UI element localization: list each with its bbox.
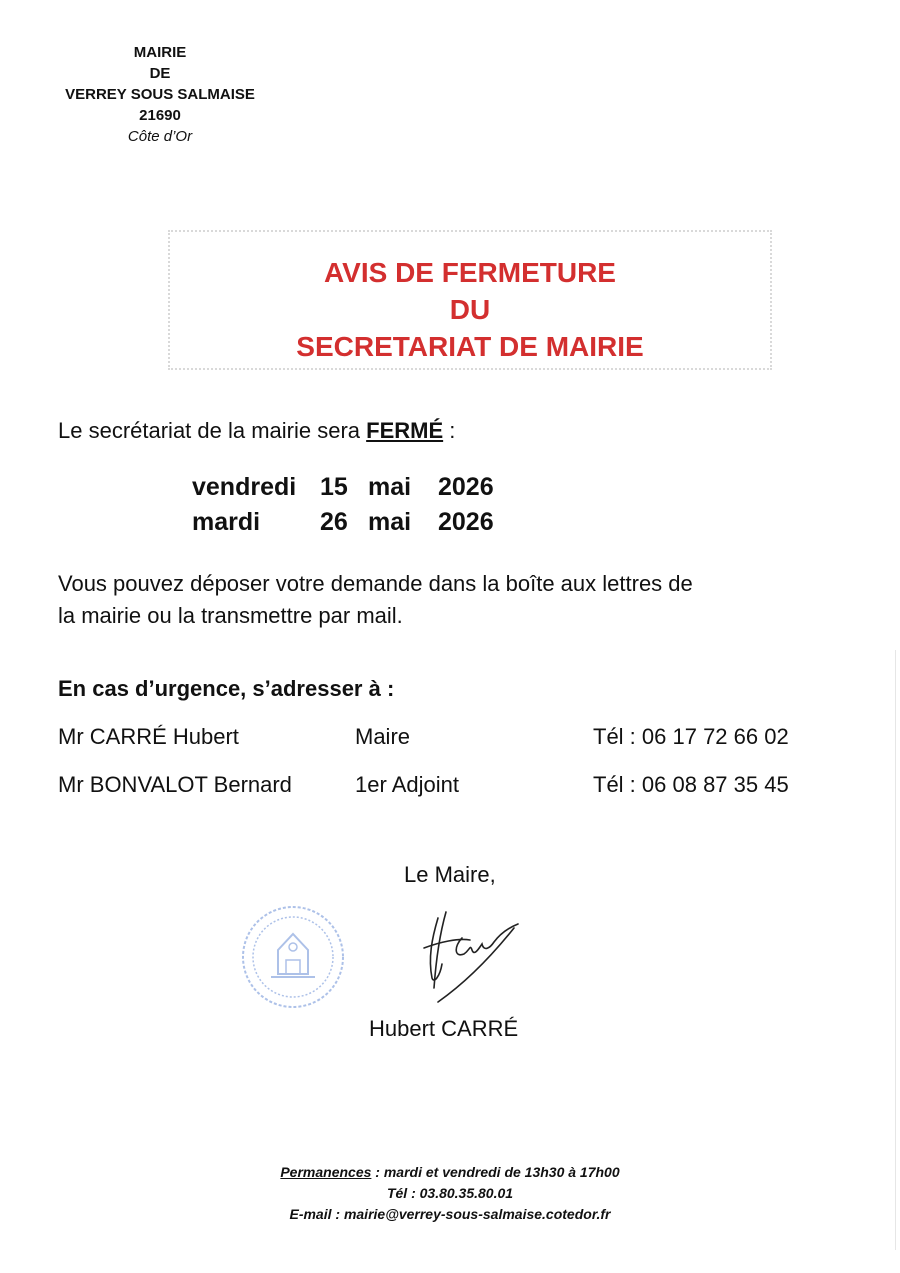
- closure-intro: [58, 418, 455, 444]
- contact-phone: Tél : 06 08 87 35 45: [593, 772, 789, 797]
- date-number: 15: [320, 473, 348, 501]
- mairie-header: [30, 42, 290, 147]
- date-month: mai: [368, 508, 412, 536]
- closed-word: FERMÉ: [366, 418, 444, 443]
- contact-name: Mr BONVALOT Bernard: [58, 772, 292, 797]
- contact-phone: Tél : 06 17 72 66 02: [593, 724, 789, 749]
- date-year: 2026: [438, 508, 494, 536]
- paragraph-line-1: Vous pouvez déposer votre demande dans la boîte aux lettres de: [58, 571, 693, 596]
- date-row: [192, 505, 494, 540]
- footer-hours-text: : mardi et vendredi de 13h30 à 17h00: [371, 1164, 620, 1180]
- date-day: vendredi: [192, 473, 297, 501]
- handwritten-signature-icon: [410, 898, 530, 1008]
- header-postcode: 21690: [139, 107, 181, 124]
- signer-name: Hubert CARRÉ: [369, 1016, 519, 1041]
- date-year: 2026: [438, 473, 494, 501]
- date-day: mardi: [192, 508, 261, 536]
- footer-phone: Tél : 03.80.35.80.01: [386, 1185, 514, 1201]
- title-line-1: AVIS DE FERMETURE: [324, 257, 616, 288]
- date-number: 26: [320, 508, 348, 536]
- footer-email: E-mail : mairie@verrey-sous-salmaise.cotedor.fr: [289, 1206, 611, 1222]
- header-line-mairie: MAIRIE: [133, 44, 187, 61]
- title-line-2: DU: [449, 294, 491, 325]
- contact-role: 1er Adjoint: [355, 772, 459, 797]
- intro-prefix: Le secrétariat de la mairie sera: [58, 418, 367, 443]
- paragraph-line-2: la mairie ou la transmettre par mail.: [58, 603, 403, 628]
- signature-title: Le Maire,: [404, 862, 496, 887]
- intro-suffix: :: [443, 418, 456, 443]
- footer-hours-label: Permanences: [280, 1164, 372, 1180]
- date-month: mai: [368, 473, 412, 501]
- instructions-paragraph: [58, 568, 858, 632]
- contact-name: Mr CARRÉ Hubert: [58, 724, 239, 749]
- header-commune: VERREY SOUS SALMAISE: [65, 86, 255, 103]
- official-seal-icon: [238, 902, 348, 1012]
- header-department: Côte d’Or: [127, 128, 193, 145]
- contact-role: Maire: [355, 724, 411, 749]
- footer: [170, 1162, 730, 1225]
- header-line-de: DE: [149, 65, 171, 82]
- scan-edge: [895, 650, 896, 1250]
- closure-dates: [192, 470, 494, 540]
- notice-title: [168, 254, 772, 365]
- date-row: [192, 470, 494, 505]
- urgent-heading: En cas d’urgence, s’adresser à :: [58, 676, 395, 701]
- footer-hours: [170, 1162, 730, 1183]
- title-line-3: SECRETARIAT DE MAIRIE: [296, 331, 644, 362]
